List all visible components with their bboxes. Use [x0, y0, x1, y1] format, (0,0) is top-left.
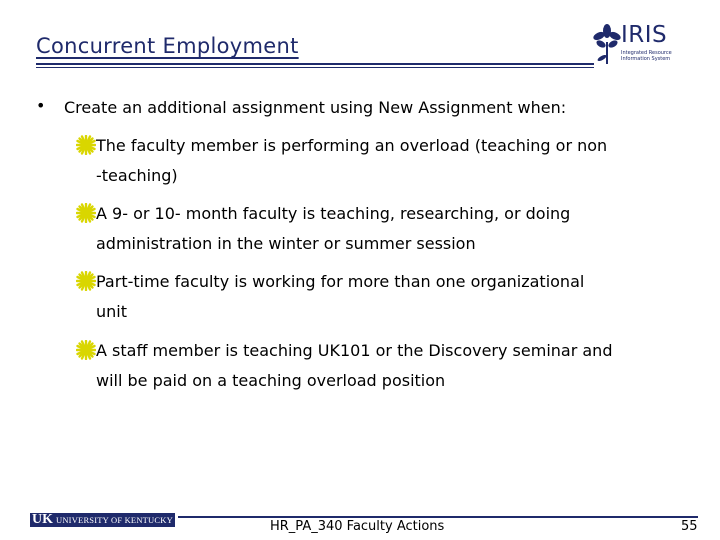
sub-bullet-text: A 9- or 10- month faculty is teaching, researching, or doing: [96, 204, 571, 223]
title-divider-thin: [36, 67, 594, 68]
uk-logo-mark: UK: [32, 512, 53, 527]
iris-logo: [592, 22, 672, 70]
uk-logo-text: UNIVERSITY OF KENTUCKY: [56, 515, 173, 525]
page-number: 55: [681, 519, 698, 534]
sub-bullet-text: Part-time faculty is working for more than one organizational: [96, 272, 585, 291]
footer-course: HR_PA_340 Faculty Actions: [270, 519, 445, 534]
sub-bullet-text-cont: unit: [96, 302, 127, 321]
footer-divider: [178, 516, 698, 518]
sub-bullet-text-cont: administration in the winter or summer session: [96, 234, 476, 253]
sub-bullet-text: The faculty member is performing an overload (teaching or non: [96, 136, 608, 155]
sub-bullet-text: A staff member is teaching UK101 or the Discovery seminar and: [96, 341, 613, 360]
iris-tagline: Integrated Resource Information System: [621, 50, 672, 62]
star-bullet-icon: [76, 271, 96, 291]
main-bullet-text: Create an additional assignment using New Assignment when:: [64, 98, 567, 117]
flower-icon: [592, 22, 622, 68]
slide-title: Concurrent Employment: [36, 34, 299, 58]
iris-wordmark: IRIS: [621, 22, 668, 48]
sub-bullet-text-cont: will be paid on a teaching overload position: [96, 371, 446, 390]
uk-logo: [30, 513, 175, 527]
star-bullet-icon: [76, 340, 96, 360]
star-bullet-icon: [76, 135, 96, 155]
sub-bullet-text-cont: -teaching): [96, 166, 178, 185]
bullet-dot-icon: •: [36, 96, 46, 115]
star-bullet-icon: [76, 203, 96, 223]
title-divider: [36, 63, 594, 65]
